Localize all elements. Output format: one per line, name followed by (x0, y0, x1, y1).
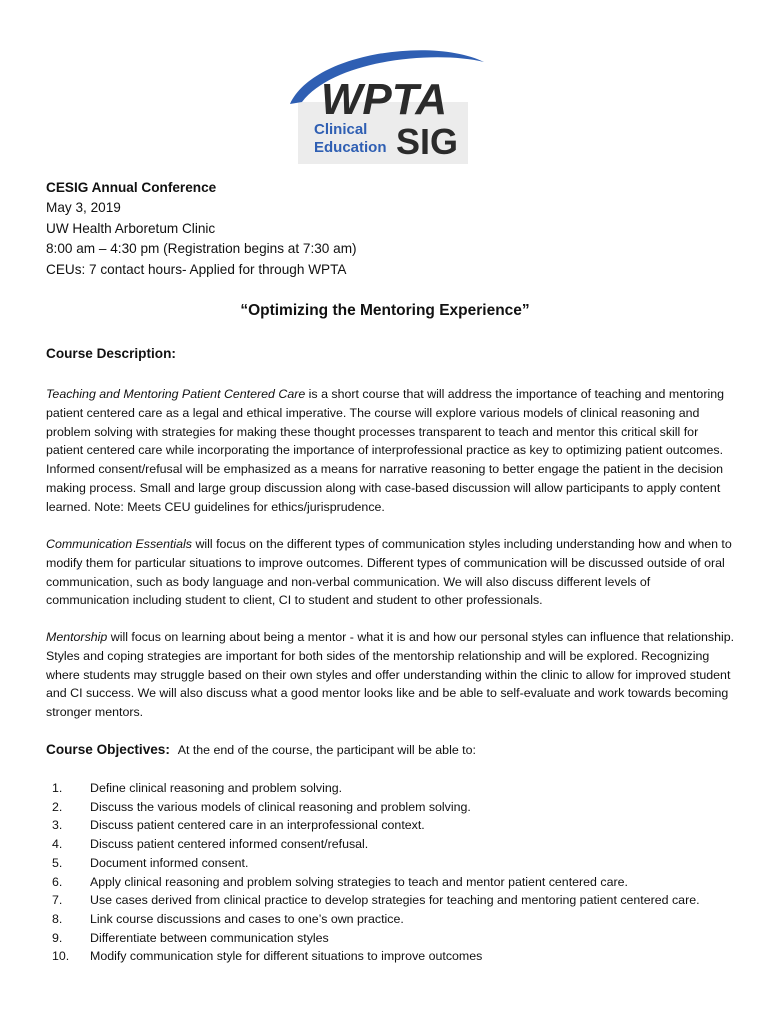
objective-number: 5. (52, 855, 63, 870)
conference-date: May 3, 2019 (46, 200, 121, 216)
objective-text: Discuss patient centered care in an interprofessional context. (90, 818, 425, 833)
wpta-clinical-education-sig-logo (284, 42, 489, 167)
objective-item (46, 835, 700, 854)
conference-info (46, 178, 357, 280)
objective-item (46, 891, 700, 910)
objective-text: Use cases derived from clinical practice to develop strategies for teaching and mentoring patient centered care. (90, 893, 700, 908)
description-paragraph-teaching (46, 385, 736, 517)
objective-item (46, 816, 700, 835)
description-paragraph-mentorship (46, 628, 736, 722)
objective-text: Define clinical reasoning and problem solving. (90, 781, 343, 795)
paragraph-text: will focus on learning about being a mentor - what it is and how our personal styles can influence that relationship. Styles and coping strategies are important for both sides of the mentorship relationship and will be explored. Recognizing where students may struggle based on their own styles and offer understanding within the clinic to allow for improved student and CI success. We will also discuss what a good mentor looks like and be able to self-evaluate and work towards becoming stronger mentors. (46, 630, 735, 720)
paragraph-lead: Teaching and Mentoring Patient Centered Care (46, 387, 306, 401)
description-paragraph-communication (46, 535, 736, 610)
conference-location: UW Health Arboretum Clinic (46, 220, 216, 236)
conference-time: 8:00 am – 4:30 pm (Registration begins at 7:30 am) (46, 241, 357, 257)
objective-text: Differentiate between communication styles (90, 930, 329, 945)
objectives-list (46, 779, 700, 966)
conference-ceus: CEUs: 7 contact hours- Applied for through WPTA (46, 261, 347, 277)
objective-text: Apply clinical reasoning and problem solving strategies to teach and mentor patient centered care. (90, 874, 628, 889)
objective-number: 10. (52, 949, 70, 964)
objective-number: 7. (52, 893, 63, 908)
logo-education-text: Education (314, 139, 387, 156)
objective-item (46, 798, 700, 817)
logo-clinical-text: Clinical (314, 121, 368, 138)
paragraph-lead: Mentorship (46, 630, 108, 644)
paragraph-text: is a short course that will address the importance of teaching and mentoring patient centered care as a legal and ethical imperative. The course will explore various models of clinical reasoning and problem solving with strategies for making these thought processes transparent to teach and mentor this critical skill for patient centered care while incorporating the importance of interprofessional practice as key to optimizing patient outcomes. Informed consent/refusal will be emphasized as a means for narrative reasoning to better engage the patient in the decision making process. Small and large group discussion along with case-based discussion will allow participants to apply content learned. Note: Meets CEU guidelines for ethics/jurisprudence. (46, 387, 724, 514)
objective-item (46, 854, 700, 873)
objective-text: Link course discussions and cases to one’s own practice. (90, 911, 404, 926)
objective-number: 2. (52, 799, 63, 814)
objective-number: 3. (52, 818, 63, 833)
objective-number: 4. (52, 837, 63, 852)
objective-item (46, 873, 700, 892)
objective-item (46, 910, 700, 929)
objective-item (46, 947, 700, 966)
objective-number: 6. (52, 874, 63, 889)
objectives-intro: At the end of the course, the participant will be able to: (177, 743, 476, 757)
objective-item (46, 779, 700, 798)
paragraph-lead: Communication Essentials (46, 537, 192, 551)
logo-sig-text: SIG (396, 121, 459, 162)
objective-text: Modify communication style for different situations to improve outcomes (90, 949, 483, 964)
logo-wpta-text: WPTA (320, 75, 448, 124)
conference-name: CESIG Annual Conference (46, 180, 217, 195)
paragraph-text: will focus on the different types of communication styles including understanding how and when to modify them for particular situations to improve outcomes. Different types of communication will be discussed outside of oral communication, such as body language and non-verbal communication. We will also discuss different levels of communication including student to client, CI to student and student to other professionals. (46, 537, 732, 608)
objectives-heading-label: Course Objectives: (46, 742, 170, 757)
course-title: “Optimizing the Mentoring Experience” (240, 302, 530, 319)
objective-item (46, 929, 700, 948)
objective-number: 8. (52, 911, 63, 926)
objective-text: Discuss patient centered informed consent/refusal. (90, 837, 369, 852)
course-objectives-heading (46, 742, 476, 757)
objective-text: Document informed consent. (90, 855, 249, 870)
objective-number: 9. (52, 930, 63, 945)
objective-number: 1. (52, 781, 63, 795)
course-description-heading: Course Description: (46, 346, 176, 361)
objective-text: Discuss the various models of clinical reasoning and problem solving. (90, 799, 471, 814)
